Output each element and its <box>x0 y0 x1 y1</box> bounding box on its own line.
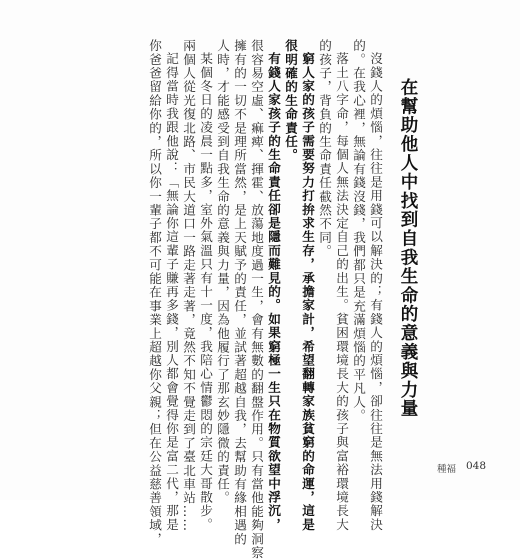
text-line: 很容易空虛、痲痺、揮霍、放蕩地度過一生，會有無數的翻盤作用。只有當他能夠洞察 <box>249 39 264 560</box>
page-number: 048 <box>466 460 487 472</box>
text-line: 你爸爸留給你的，所以你一輩子都不可能在事業上超越你父親；但在公益慈善領域， <box>147 39 162 546</box>
text-line: 擁有的一切不是理所當然，是上天賦予的責任，並試著超越自我，去幫助有緣相遇的 <box>232 39 247 546</box>
text-line: 很明確的生命責任。 <box>283 39 298 163</box>
text-line: 人時，才能感受到自我生命的意義與力量，因為他履行了那玄妙隱微的責任。 <box>215 39 230 505</box>
text-line: 落土八字命，每個人無法決定自己的出生。貧困環境長大的孩子與富裕環境長大 <box>334 52 349 532</box>
text-line: 兩個人從光復北路、市民大道口一路走著走著，竟然不知不覺走到了臺北車站…… <box>181 39 196 533</box>
footer-book-title: 種福 <box>437 464 457 475</box>
text-line: 有錢人家孩子的生命責任卻是隱而難見的。如果窮極一生只在物質欲望中浮沉， <box>266 52 281 532</box>
text-line: 沒錢人的煩惱，往往是用錢可以解決的；有錢人的煩惱，卻往往是無法用錢解決 <box>368 52 383 532</box>
text-line: 的。在我心裡，無論有錢沒錢，我們都只是充滿煩惱的平凡人。 <box>351 39 366 423</box>
text-line: 記得當時我跟他說：「無論你這輩子賺再多錢，別人都會覺得你是富二代，那是 <box>164 52 179 532</box>
text-line: 的孩子，背負的生命責任截然不同。 <box>317 39 332 259</box>
text-line: 某個冬日的凌晨一點多，室外氣溫只有十一度，我陪心情鬱悶的宗廷大哥散步。 <box>198 52 213 532</box>
text-line: 窮人家的孩子需要努力打拚求生存，承擔家計，希望翻轉家族貧窮的命運，這是 <box>300 52 315 532</box>
chapter-title: 在幫助他人中找到自我生命的意義與力量 <box>398 78 418 419</box>
